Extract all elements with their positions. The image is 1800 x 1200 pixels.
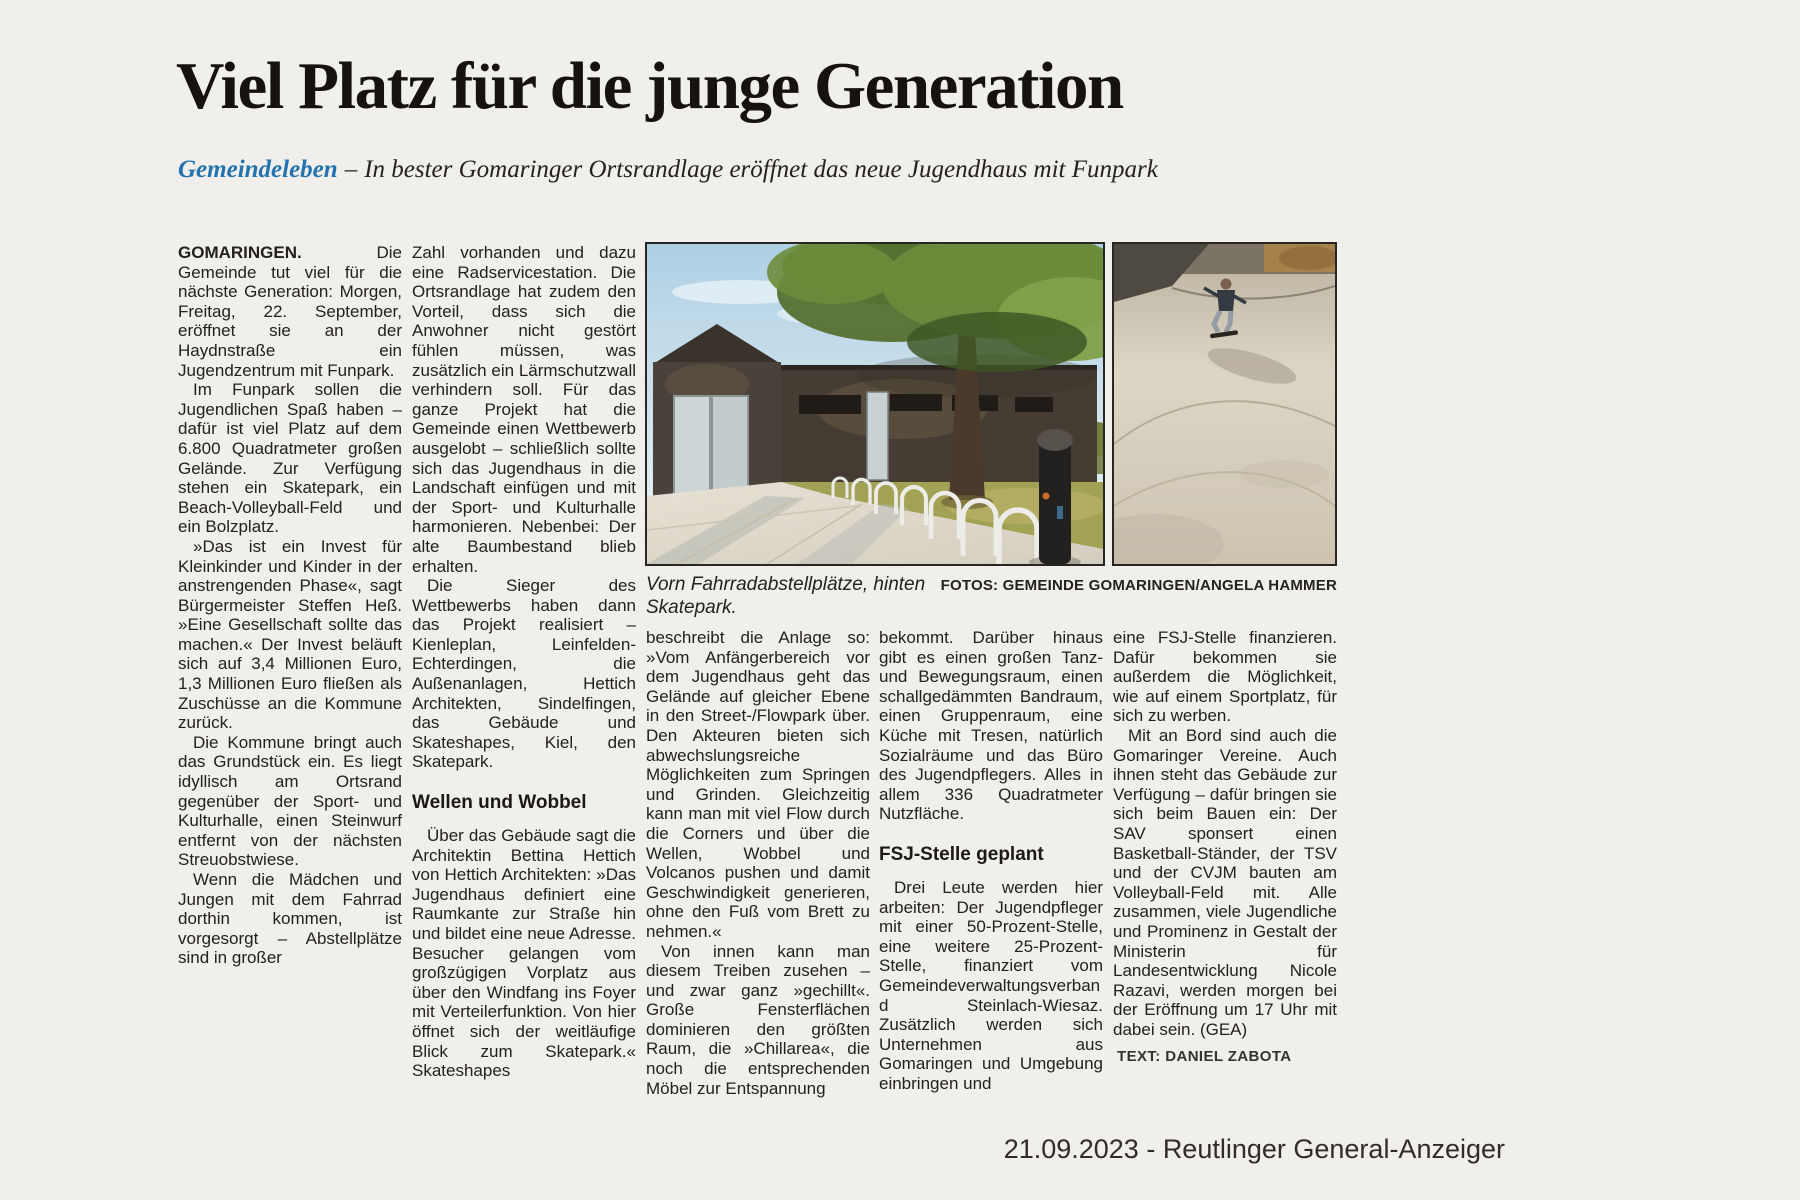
jugendhaus-photo: [645, 242, 1105, 566]
photo-caption-row: [646, 574, 1337, 620]
text-column-4: [879, 628, 1103, 1093]
paragraph: Zahl vorhanden und dazu eine Radservicestation. Die Ortsrandlage hat zudem den Vorteil, dass sich die Anwohner nicht gestört fühlen müssen, was zusätzlich ein Lärmschutzwall verhindern soll. Für das ganze Projekt hat die Gemeinde einen Wettbewerb ausgelobt – schließlich sollte sich das Jugendhaus in die Landschaft einfügen und mit der Sport- und Kulturhalle harmonieren. Nebenbei: Der alte Baumbestand blieb erhalten.: [412, 243, 636, 576]
jugendhaus-photo-art: [647, 244, 1103, 564]
paragraph: [178, 243, 402, 380]
photo-caption: Vorn Fahrradabstellplätze, hinten Skatepark.: [646, 574, 926, 618]
paragraph: Die Kommune bringt auch das Grundstück ein. Es liegt idyllisch am Ortsrand gegenüber der Sport- und Kulturhalle, einen Steinwurf entfernt von der nächsten Streuobstwiese.: [178, 732, 402, 870]
paragraph: Wenn die Mädchen und Jungen mit dem Fahrrad dorthin kommen, ist vorgesorgt – Abstellplätze sind in großer: [178, 870, 402, 968]
text-column-2: [412, 243, 636, 1081]
paragraph: Die Sieger des Wettbewerbs haben dann das Projekt realisiert – Kienleplan, Leinfelden-Echterdingen, die Außenanlagen, Hettich Architekten, Sindelfingen, das Gebäude und Skateshapes, Kiel, den Skatepark.: [412, 576, 636, 772]
subheading-fsj-stelle-geplant: FSJ-Stelle geplant: [879, 843, 1044, 865]
text-column-5: [1113, 628, 1337, 1039]
kicker-line: [178, 156, 1338, 184]
text-credit: TEXT: DANIEL ZABOTA: [1117, 1048, 1292, 1065]
skatepark-photo: [1112, 242, 1337, 566]
text-column-1: [178, 243, 402, 968]
source-footer: 21.09.2023 - Reutlinger General-Anzeiger: [1003, 1134, 1505, 1164]
paragraph: bekommt. Darüber hinaus gibt es einen großen Tanz- und Bewegungsraum, einen schallgedämmten Bandraum, einen Gruppenraum, eine Küche mit Tresen, natürlich Sozialräume und das Büro des Jugendpflegers. Alles in allem 336 Quadratmeter Nutzfläche.: [879, 628, 1103, 824]
headline: Viel Platz für die junge Generation: [176, 49, 1123, 123]
photo-credit: FOTOS: GEMEINDE GOMARINGEN/ANGELA HAMMER: [940, 577, 1337, 594]
kicker-separator: –: [344, 156, 358, 183]
kicker-subtitle: In bester Gomaringer Ortsrandlage eröffnet das neue Jugendhaus mit Funpark: [364, 156, 1158, 183]
paragraph: Im Funpark sollen die Jugendlichen Spaß haben – dafür ist viel Platz auf dem 6.800 Quadratmeter großen Gelände. Zur Verfügung stehen ein Skatepark, ein Beach-Volleyball-Feld und ein Bolzplatz.: [178, 380, 402, 537]
text-column-3: [646, 628, 870, 1098]
paragraph: Drei Leute werden hier arbeiten: Der Jugendpfleger mit einer 50-Prozent-Stelle, eine weitere 25-Prozent-Stelle, finanziert vom Gemeindeverwaltungsverband Steinlach-Wiesaz. Zusätzlich werden sich Unternehmen aus Gomaringen und Umgebung einbringen und: [879, 877, 1103, 1093]
paragraph: beschreibt die Anlage so: »Vom Anfängerbereich vor dem Jugendhaus geht das Gelände auf gleicher Ebene in den Street-/Flowpark über. Den Akteuren bieten sich abwechslungsreiche Möglichkeiten zum Springen und Grinden. Gleichzeitig kann man mit viel Flow durch die Corners und über die Wellen, Wobbel und Volcanos pushen und damit Geschwindigkeit generieren, ohne den Fuß vom Brett zu nehmen.«: [646, 628, 870, 941]
paragraph: Mit an Bord sind auch die Gomaringer Vereine. Auch ihnen steht das Gebäude zur Verfügung – dafür bringen sie sich beim Bauen ein: Der SAV sponsert einen Basketball-Ständer, der TSV und der CVJM bauten am Volleyball-Feld mit. Alle zusammen, viele Jugendliche und Prominenz in Gestalt der Ministerin für Landesentwicklung Nicole Razavi, werden morgen bei der Eröffnung um 17 Uhr mit dabei sein. (GEA): [1113, 725, 1337, 1039]
paragraph: »Das ist ein Invest für Kleinkinder und Kinder in der anstrengenden Phase«, sagt Bürgermeister Steffen Heß. »Eine Gesellschaft sollte das machen.« Der Invest beläuft sich auf 3,4 Millionen Euro, 1,3 Millionen Euro fließen als Zuschüsse an die Kommune zurück.: [178, 536, 402, 733]
skatepark-photo-art: [1114, 244, 1335, 564]
kicker-rubric: Gemeindeleben: [178, 156, 338, 183]
dateline: GOMARINGEN.: [178, 243, 302, 262]
paragraph-text: Die Gemeinde tut viel für die nächste Generation: Morgen, Freitag, 22. September, eröffnet sie an der Haydnstraße ein Jugendzentrum mit Funpark.: [178, 243, 402, 380]
paragraph: eine FSJ-Stelle finanzieren. Dafür bekommen sie außerdem die Möglichkeit, wie auf einem Sportplatz, für sich zu werben.: [1113, 628, 1337, 726]
subheading-wellen-und-wobbel: Wellen und Wobbel: [412, 792, 587, 814]
paragraph: Über das Gebäude sagt die Architektin Bettina Hettich von Hettich Architekten: »Das Jugendhaus definiert eine Raumkante zur Straße hin und bildet eine neue Adresse. Besucher gelangen vom großzügigen Vorplatz aus über den Windfang ins Foyer mit Verteilerfunktion. Von hier öffnet sich der weitläufige Blick zum Skatepark.« Skateshapes: [412, 826, 637, 1081]
paragraph: Von innen kann man diesem Treiben zusehen – und zwar ganz »gechillt«. Große Fensterflächen dominieren den größten Raum, die »Chillarea«, die noch die entsprechenden Möbel zur Entspannung: [646, 941, 870, 1098]
